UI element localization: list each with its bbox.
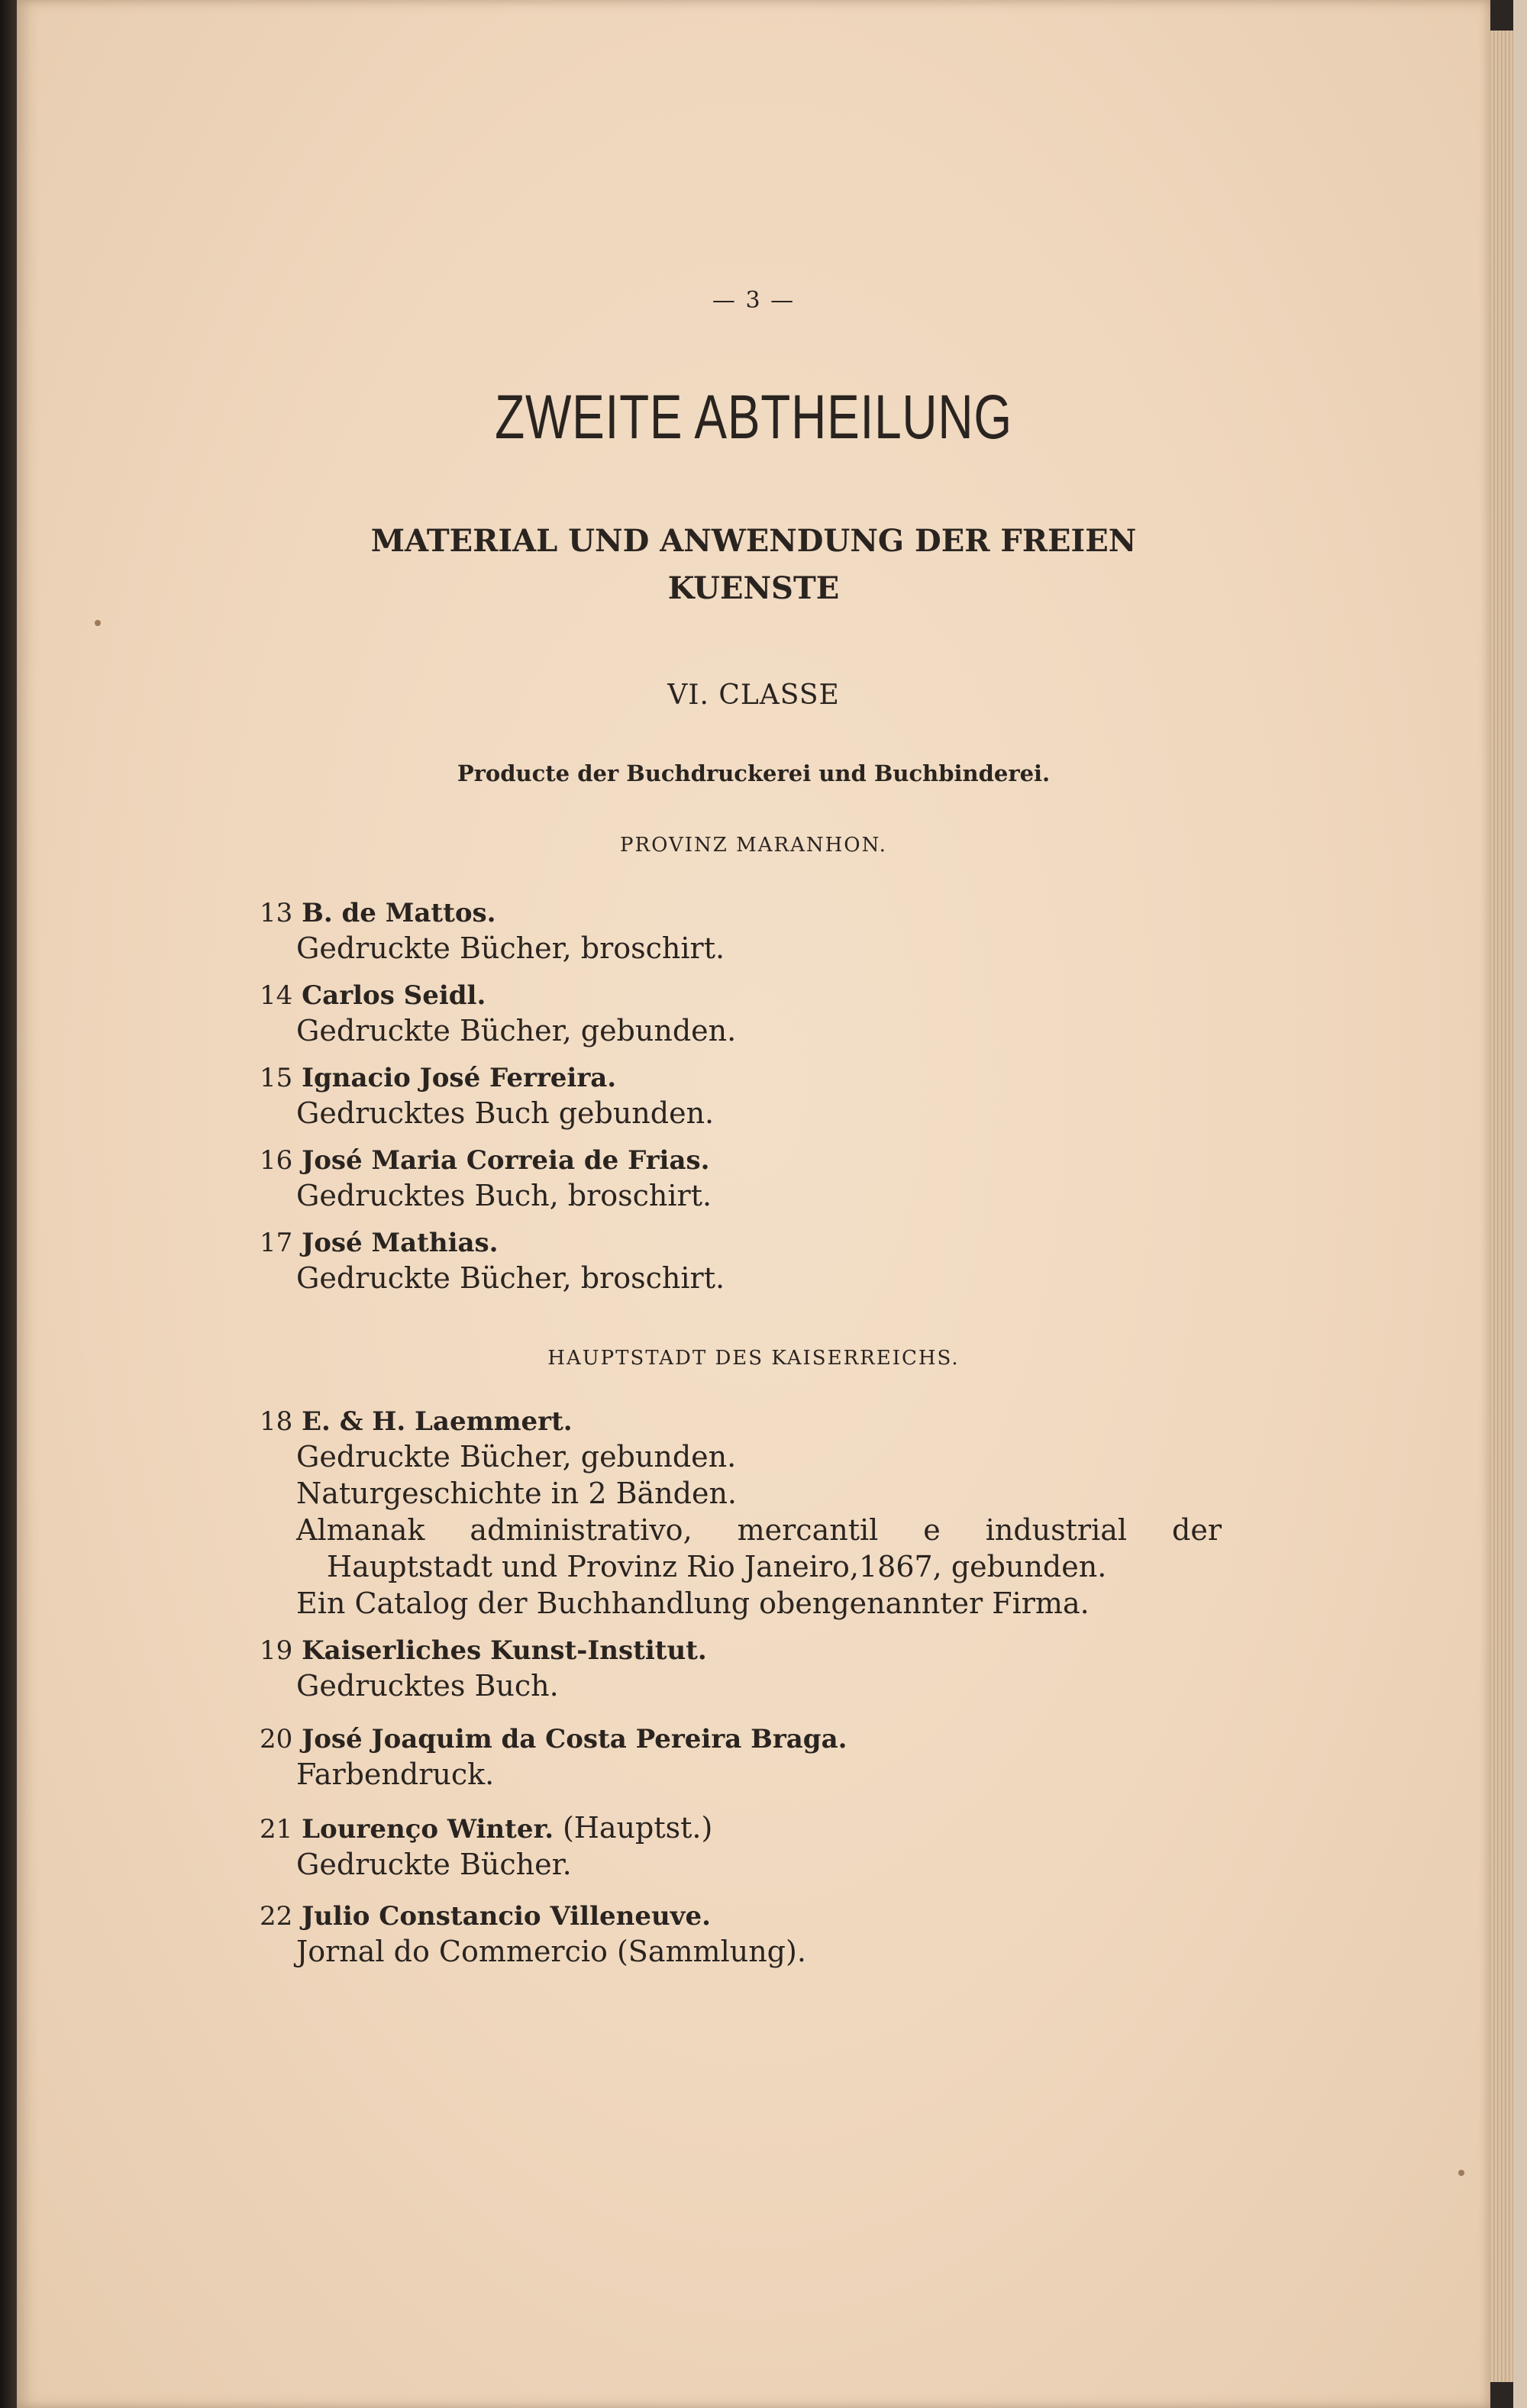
class-subtitle: Producte der Buchdruckerei und Buchbinderei. (457, 760, 1051, 786)
entry-number: 21 (260, 1814, 293, 1845)
section-title: ZWEITE ABTHEILUNG (495, 383, 1012, 452)
book-spine (0, 0, 17, 2408)
section-subtitle (17, 518, 1490, 612)
exhibitor-heading (260, 1634, 1222, 1667)
entry-description: Farbendruck. (296, 1758, 495, 1791)
exhibitor-entry (260, 1226, 1222, 1296)
entry-number: 14 (260, 980, 293, 1011)
entry-number: 22 (260, 1901, 293, 1932)
entry-description: Gedruckte Bücher, broschirt. (296, 1261, 725, 1295)
entry-number: 17 (260, 1228, 293, 1258)
exhibitor-name: José Maria Correia de Frias. (302, 1145, 710, 1176)
class-title: VI. CLASSE (667, 679, 840, 711)
exhibitor-heading (260, 1900, 1222, 1933)
entry-number: 18 (260, 1406, 293, 1437)
exhibitor-name: B. de Mattos. (302, 898, 496, 928)
exhibitor-heading (260, 1061, 1222, 1095)
exhibitor-entry (260, 896, 1222, 967)
exhibitor-name: Lourenço Winter. (302, 1814, 554, 1845)
entry-number: 20 (260, 1724, 293, 1754)
exhibitor-heading (260, 1144, 1222, 1177)
exhibitor-name: Julio Constancio Villeneuve. (302, 1901, 711, 1932)
exhibitor-name: Ignacio José Ferreira. (302, 1063, 617, 1093)
page-number: — 3 — (712, 287, 796, 314)
entry-description: Gedruckte Bücher, gebunden. (296, 1440, 737, 1474)
exhibitor-heading (260, 1811, 1222, 1846)
subtitle-line: KUENSTE (667, 570, 840, 606)
exhibitor-heading (260, 1405, 1222, 1438)
entry-description: Jornal do Commercio (Sammlung). (296, 1935, 806, 1968)
region-heading: PROVINZ MARANHON. (620, 834, 887, 857)
entry-description: Gedruckte Bücher. (296, 1848, 572, 1881)
page-edge (1490, 31, 1513, 2382)
region-heading: HAUPTSTADT DES KAISERREICHS. (547, 1347, 960, 1370)
exhibitor-entry (260, 1634, 1222, 1704)
exhibitor-name: Kaiserliches Kunst-Institut. (302, 1635, 707, 1666)
entry-description: Hauptstadt und Provinz Rio Janeiro,1867, gebunden. (327, 1550, 1107, 1583)
entry-number: 15 (260, 1063, 293, 1093)
entry-description: Gedruckte Bücher, gebunden. (296, 1014, 737, 1047)
entry-number: 13 (260, 898, 293, 928)
page-edge (1513, 0, 1527, 2408)
subtitle-line: MATERIAL UND ANWENDUNG DER FREIEN (370, 523, 1137, 559)
exhibitor-heading (260, 979, 1222, 1012)
exhibitor-entry (260, 1144, 1222, 1214)
exhibitor-name: José Mathias. (302, 1228, 499, 1258)
entry-number: 16 (260, 1145, 293, 1176)
exhibitor-entry (260, 979, 1222, 1049)
entry-description: Gedruckte Bücher, broschirt. (296, 931, 725, 965)
entry-description: Gedrucktes Buch, broschirt. (296, 1179, 712, 1212)
book-page (17, 0, 1490, 2408)
entry-description: Gedrucktes Buch. (296, 1669, 559, 1703)
exhibitor-heading (260, 1226, 1222, 1260)
exhibitor-entry (260, 1405, 1222, 1622)
exhibitor-entry (260, 1900, 1222, 1970)
exhibitor-heading (260, 896, 1222, 930)
entry-description: Naturgeschichte in 2 Bänden. (296, 1477, 738, 1510)
exhibitor-entry (260, 1061, 1222, 1131)
exhibitor-name: Carlos Seidl. (302, 980, 486, 1011)
entry-description: Gedrucktes Buch gebunden. (296, 1096, 715, 1130)
entry-description: Ein Catalog der Buchhandlung obengenannter Firma. (296, 1587, 1090, 1620)
exhibitor-note: (Hauptst.) (562, 1811, 713, 1845)
exhibitor-entry (260, 1722, 1222, 1793)
exhibitor-entry (260, 1811, 1222, 1883)
page-content (17, 0, 1490, 2408)
exhibitor-heading (260, 1722, 1222, 1756)
exhibitor-name: E. & H. Laemmert. (302, 1406, 573, 1437)
exhibitor-name: José Joaquim da Costa Pereira Braga. (302, 1724, 847, 1754)
entry-description: Almanak administrativo, mercantil e industrial der (296, 1513, 1222, 1547)
entry-number: 19 (260, 1635, 293, 1666)
